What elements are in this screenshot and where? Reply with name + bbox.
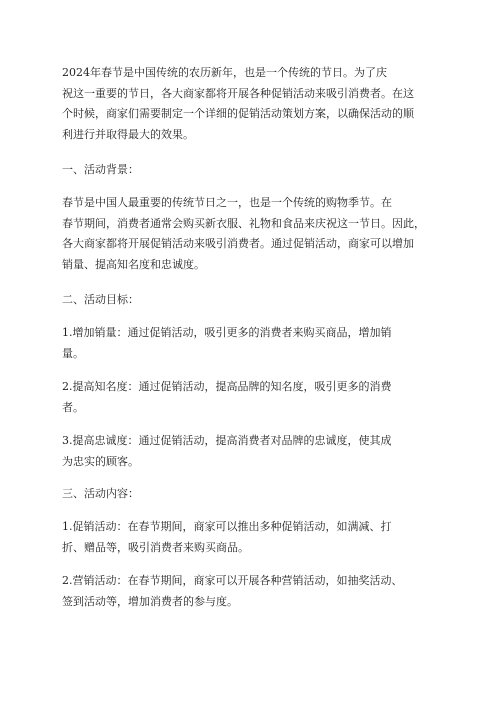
background-paragraph: 春节是中国人最重要的传统节日之一，也是一个传统的购物季节。在 春节期间，消费者通常会购买新衣服、礼物和食品来庆祝这一节日。因此， 各大商家都将开展促销活动来吸引消费者。通过促销活动，商家可以增加 销量、提高知名度和忠诚度。 — [62, 196, 425, 271]
content-item-promotion: 1.促销活动：在春节期间，商家可以推出多种促销活动，如满减、打 折、赠品等，吸引消费者来购买商品。 — [62, 520, 392, 554]
content-item-marketing: 2.营销活动：在春节期间，商家可以开展各种营销活动，如抽奖活动、 签到活动等，增加消费者的参与度。 — [62, 574, 403, 608]
intro-paragraph: 2024年春节是中国传统的农历新年，也是一个传统的节日。为了庆 祝这一重要的节日，各大商家都将开展各种促销活动来吸引消费者。在这 个时候，商家们需要制定一个详细的促销活动策划方案，以确保活动的顺 利进行并取得最大的效果。 — [62, 66, 414, 141]
section-heading-background: 一、活动背景： — [62, 163, 139, 176]
section-heading-goals: 二、活动目标： — [62, 293, 139, 306]
goal-item-awareness: 2.提高知名度：通过促销活动，提高品牌的知名度，吸引更多的消费 者。 — [62, 380, 392, 414]
goal-item-loyalty: 3.提高忠诚度：通过促销活动，提高消费者对品牌的忠诚度，使其成 为忠实的顾客。 — [62, 434, 392, 468]
goal-item-sales: 1.增加销量：通过促销活动，吸引更多的消费者来购买商品，增加销 量。 — [62, 326, 392, 360]
section-heading-content: 三、活动内容： — [62, 487, 139, 500]
